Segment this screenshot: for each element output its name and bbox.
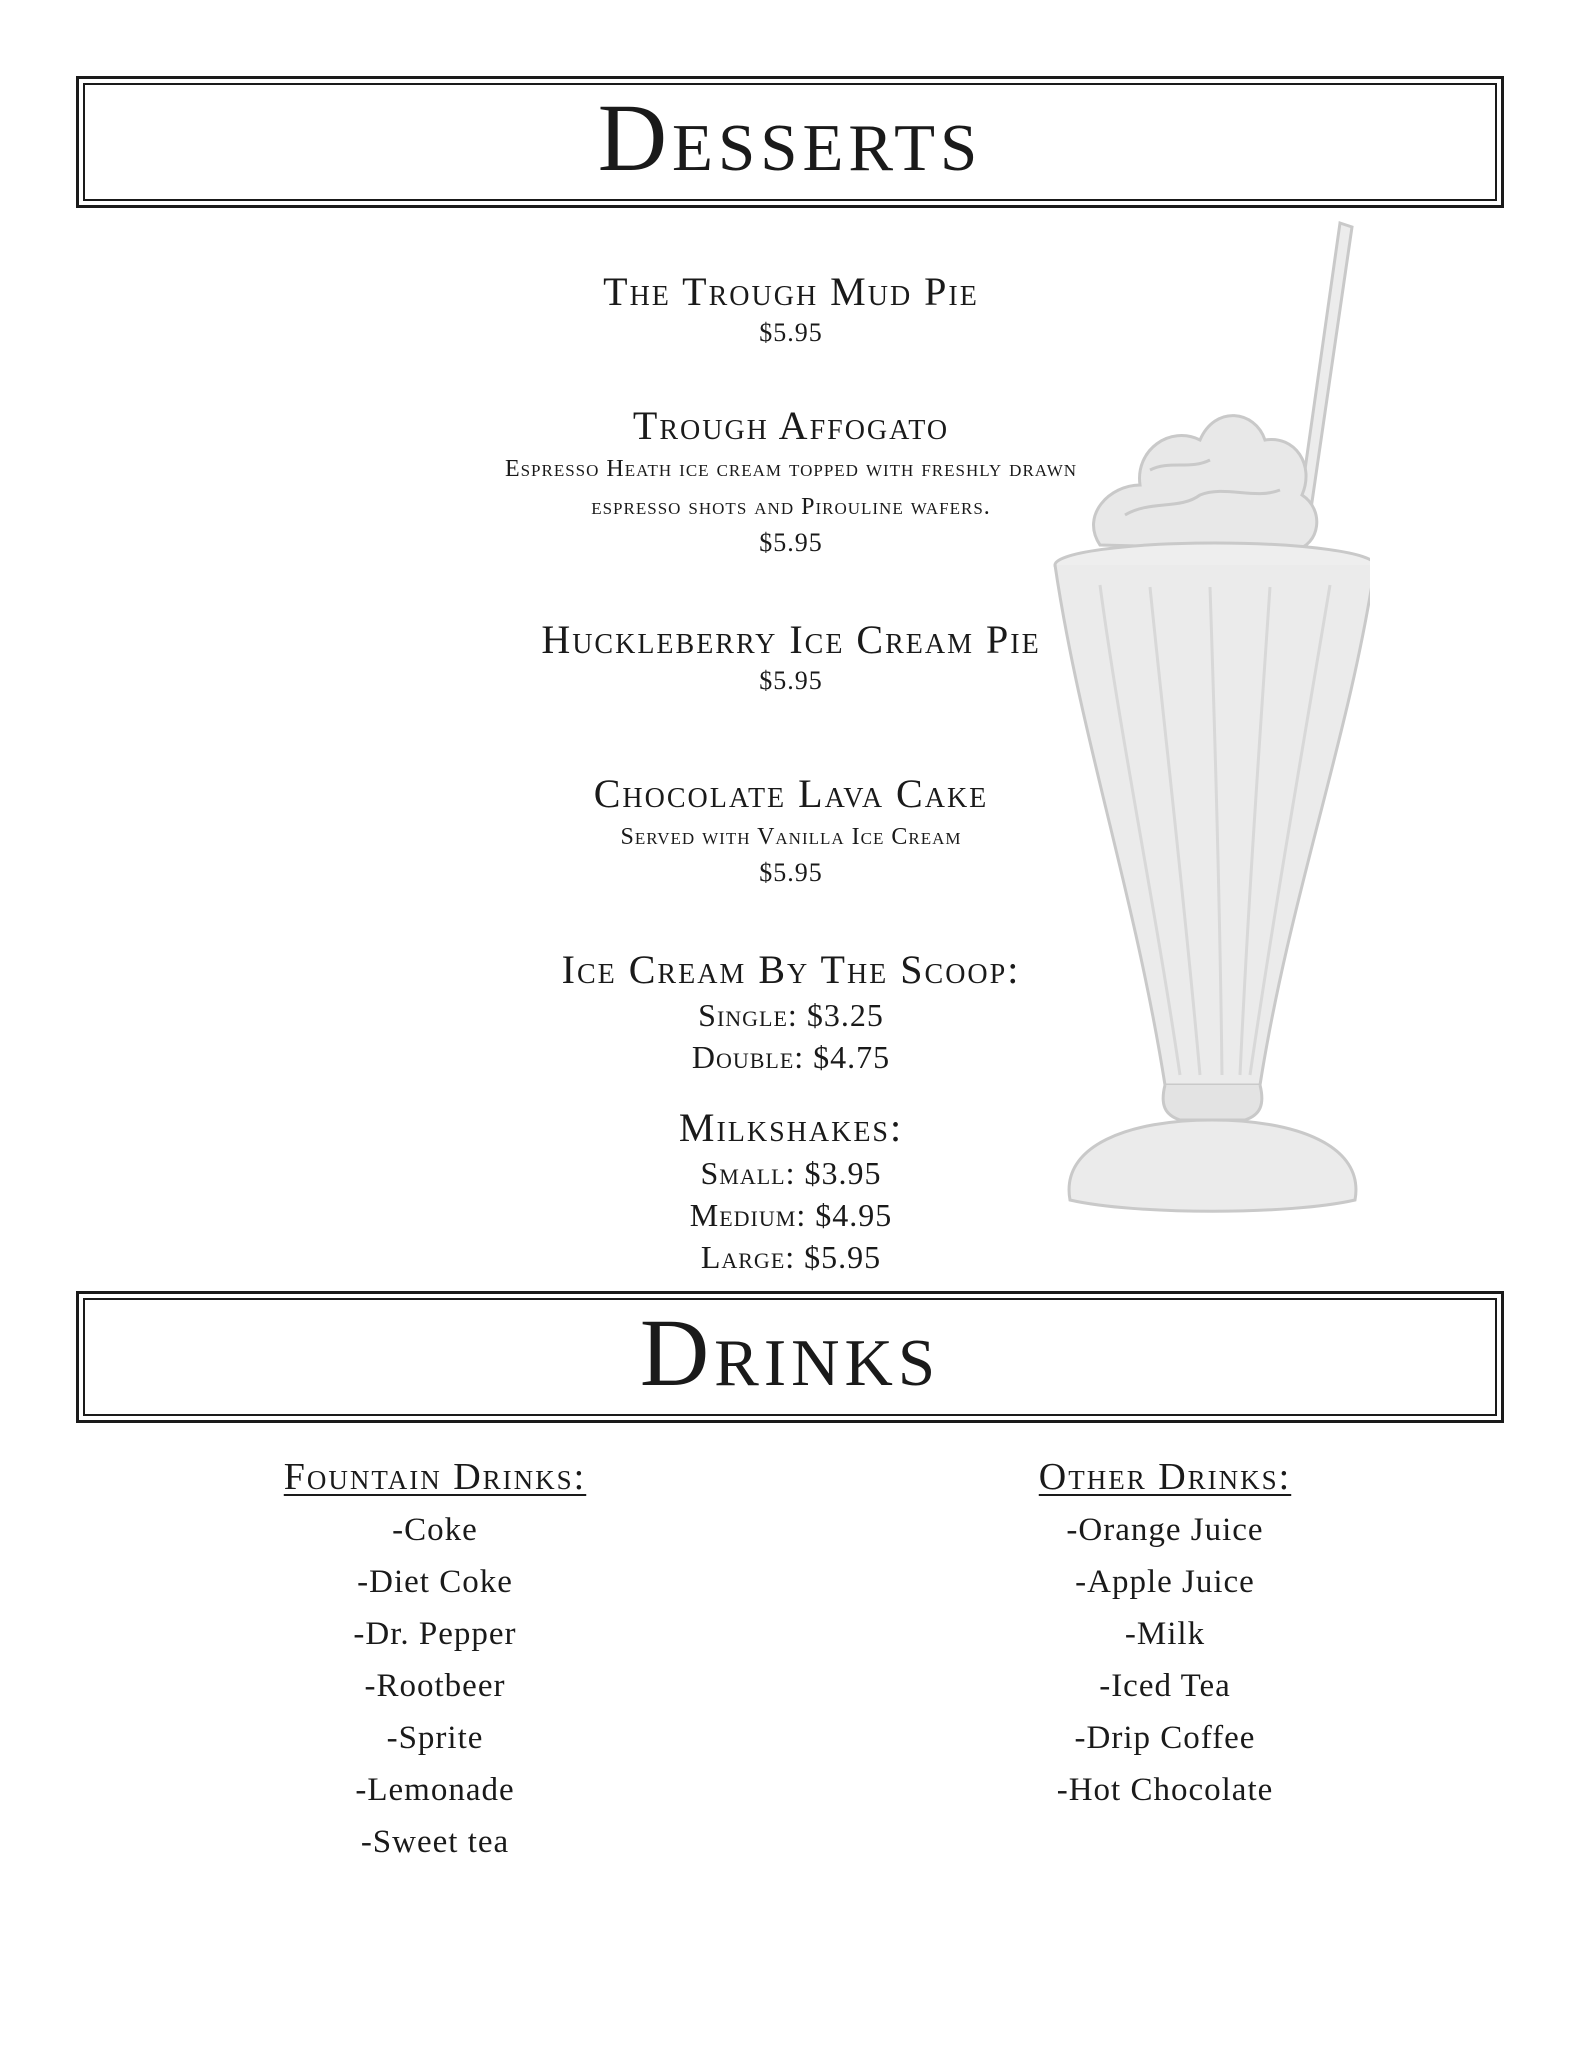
fountain-drinks-list <box>155 1504 715 1868</box>
dessert-option: Double: $4.75 <box>691 1039 891 1075</box>
dessert-description-line: Espresso Heath ice cream topped with freshly drawn <box>504 456 1078 482</box>
list-item: -Hot Chocolate <box>1056 1772 1274 1808</box>
desserts-title: Desserts <box>597 84 983 191</box>
fountain-drinks-header: Fountain Drinks: <box>283 1456 587 1498</box>
dessert-name: The Trough Mud Pie <box>603 269 979 314</box>
other-drinks-list <box>885 1504 1445 1816</box>
list-item: -Drip Coffee <box>1074 1720 1256 1756</box>
list-item: -Sprite <box>386 1720 484 1756</box>
dessert-item <box>0 616 1582 698</box>
list-item: -Dr. Pepper <box>353 1616 517 1652</box>
other-drinks-header: Other Drinks: <box>1038 1456 1292 1498</box>
list-item: -Coke <box>392 1512 478 1548</box>
fountain-drinks-column <box>155 1452 715 1868</box>
dessert-item <box>0 268 1582 350</box>
dessert-price: $5.95 <box>759 318 823 347</box>
dessert-item <box>0 1104 1582 1278</box>
dessert-name: Chocolate Lava Cake <box>593 771 989 816</box>
drinks-banner <box>76 1291 1504 1423</box>
desserts-section <box>0 268 1582 1278</box>
dessert-description-line: espresso shots and Pirouline wafers. <box>591 494 991 520</box>
dessert-option: Medium: $4.95 <box>689 1197 893 1233</box>
list-item: -Lemonade <box>355 1772 515 1808</box>
list-item: -Rootbeer <box>364 1668 506 1704</box>
dessert-price: $5.95 <box>759 528 823 557</box>
list-item: -Orange Juice <box>1066 1512 1264 1548</box>
drinks-title: Drinks <box>639 1299 941 1406</box>
dessert-item <box>0 402 1582 560</box>
list-item: -Sweet tea <box>360 1824 510 1860</box>
list-item: -Milk <box>1124 1616 1206 1652</box>
dessert-price: $5.95 <box>759 666 823 695</box>
dessert-option: Large: $5.95 <box>700 1239 882 1275</box>
dessert-item <box>0 770 1582 890</box>
drinks-banner-frame <box>83 1298 1497 1416</box>
desserts-banner-frame <box>83 83 1497 201</box>
dessert-option: Small: $3.95 <box>700 1155 882 1191</box>
dessert-price: $5.95 <box>759 858 823 887</box>
dessert-name: Ice Cream By The Scoop: <box>561 947 1021 992</box>
desserts-banner <box>76 76 1504 208</box>
dessert-name: Huckleberry Ice Cream Pie <box>541 617 1041 662</box>
list-item: -Iced Tea <box>1099 1668 1231 1704</box>
dessert-description-line: Served with Vanilla Ice Cream <box>620 824 962 850</box>
dessert-name: Trough Affogato <box>632 403 950 448</box>
dessert-item <box>0 946 1582 1078</box>
list-item: -Diet Coke <box>357 1564 513 1600</box>
dessert-option: Single: $3.25 <box>698 997 884 1033</box>
other-drinks-column <box>885 1452 1445 1816</box>
list-item: -Apple Juice <box>1075 1564 1255 1600</box>
dessert-name: Milkshakes: <box>678 1105 904 1150</box>
